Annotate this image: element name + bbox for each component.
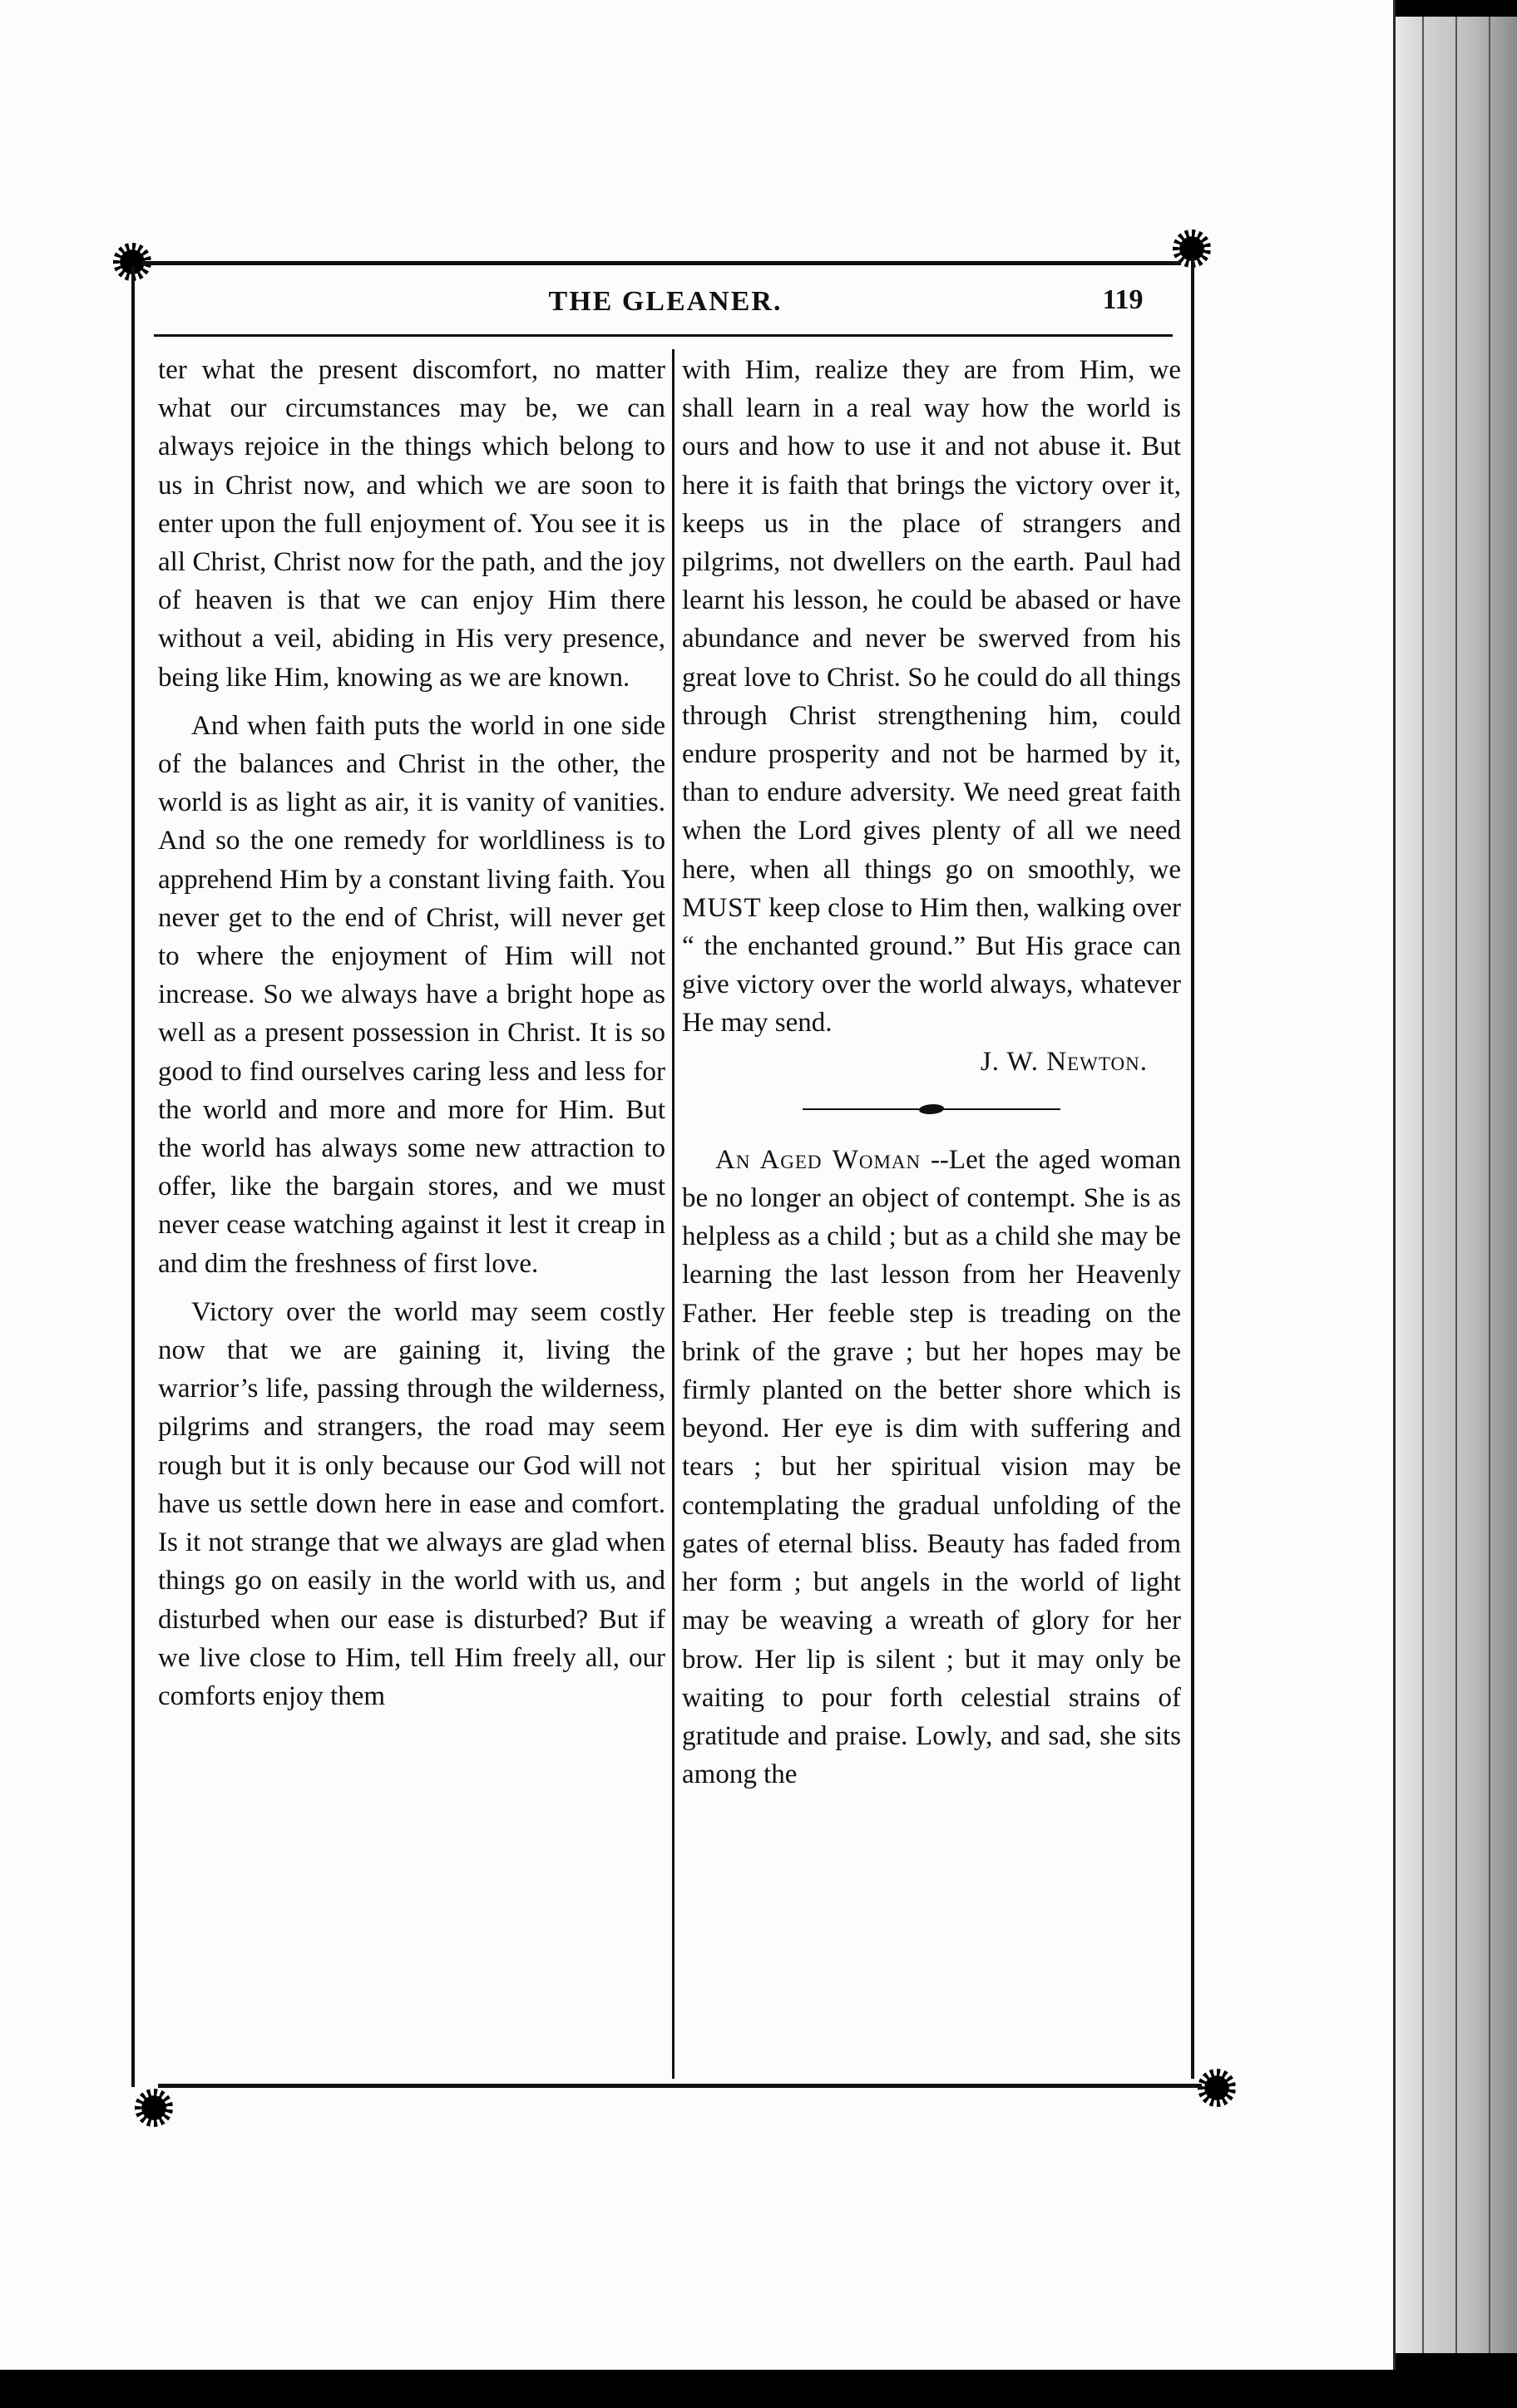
left-paragraph-3: Victory over the world may seem costly now that we are gaining it, living the warrior’s life, passing through the wilderness, pilgrims and strangers, the road may seem rough but it is only because our God will not have us settle down here in ease and comfort. Is it not strange that we always are glad when things go on easily in the world with us, and disturbed when our ease is disturbed? But if we live close to Him, tell Him freely all, our comforts enjoy them (158, 1296, 665, 1711)
right-paragraph-2 (682, 1141, 1181, 1794)
right-paragraph-1-text-a: with Him, realize they are from Him, we shall learn in a real way how the world is ours and how to use it and not abuse it. But here it is faith that brings the victory over it, keeps us in the place of strangers and pilgrims, not dwellers on the earth. Paul had learnt his lesson, he could be abased or have abundance and never be swerved from his great love to Christ. So he could do all things through Christ strengthening him, could endure prosperity and not be harmed by it, than to endure adversity. We need great faith when the Lord gives plenty of all we need here, when all things go on smoothly, we (682, 355, 1181, 885)
header-underline-rule (154, 334, 1173, 337)
top-border-rule (141, 261, 1181, 265)
article-lead-title: An Aged Woman (715, 1144, 922, 1175)
right-paragraph-1 (682, 351, 1181, 1043)
left-paragraph-1: ter what the present discomfort, no matter what our circumstances may be, we can always rejoice in the things which belong to us in Christ now, and which we are soon to enter upon the full enjoyment of. You see it is all Christ, Christ now for the path, and the joy of heaven is that we can enjoy Him there without a veil, abiding in His very presence, being like Him, knowing as we are known. (158, 355, 665, 693)
right-paragraph-2-text: --Let the aged woman be no longer an object of contempt. She is as helpless as a child ; but as a child she may be learning the last lesson from her Heavenly Father. Her feeble step is treading on the brink of the grave ; but her hopes may be firmly planted on the better shore which is beyond. Her eye is dim with suffering and tears ; but her spiritual vision may be contemplating the gradual unfolding of the gates of eternal bliss. Beauty has faded from her form ; but angels in the world of light may be weaving a wreath of glory for her brow. Her lip is silent ; but it may only be waiting to pour forth celestial strains of gratitude and praise. Lowly, and sad, she sits among the (682, 1144, 1182, 1790)
left-border-rule (131, 266, 135, 2087)
right-paragraph-1-text-b: keep close to Him then, walking over “ the enchanted ground.” But His grace can give victory over the world always, whatever He may send. (682, 892, 1182, 1039)
author-signature: J. W. Newton. (980, 1046, 1148, 1077)
emphasis-must: MUST (682, 892, 762, 923)
left-paragraph-2: And when faith puts the world in one side of the balances and Christ in the other, the world is as light as air, it is vanity of vanities. And so the one remedy for worldliness is to apprehend Him by a constant living faith. You never get to the end of Christ, will never get to where the enjoyment of Him will not increase. So we always have a bright hope as well as a present possession in Christ. It is so good to find ourselves caring less and less for the world and more and more for Him. But the world has always some new attraction to offer, like the bargain stores, and we must never cease watching against it lest it creap in and dim the freshness of first love. (158, 710, 665, 1279)
bottom-border-rule (158, 2084, 1202, 2088)
section-divider-ornament (803, 1101, 1060, 1118)
right-text-column (682, 351, 1181, 1794)
running-header-title: THE GLEANER. (548, 286, 783, 317)
page-number: 119 (1102, 284, 1144, 315)
corner-ornament-bottom-left (135, 2089, 173, 2127)
column-divider-rule (672, 349, 674, 2079)
left-text-column (158, 351, 665, 1715)
corner-ornament-bottom-right (1198, 2069, 1236, 2107)
right-border-rule (1191, 258, 1194, 2079)
